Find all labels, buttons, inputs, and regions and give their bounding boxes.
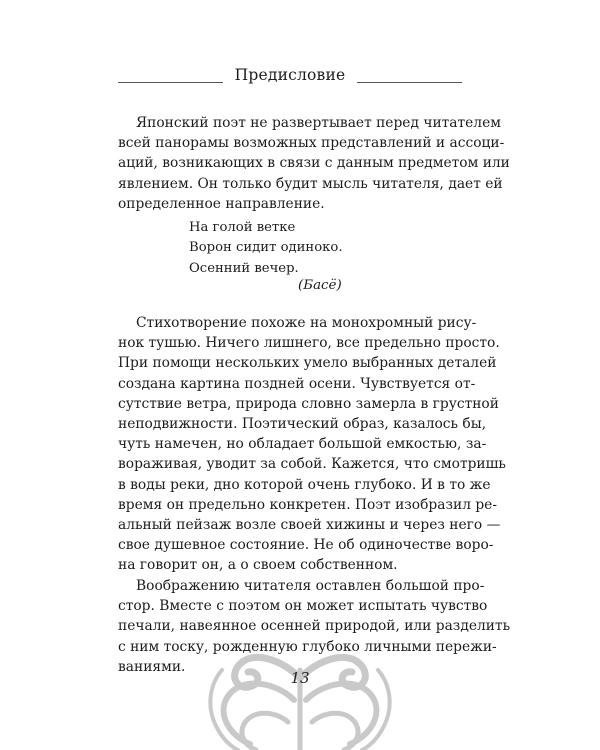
body-paragraph-1 — [118, 313, 506, 575]
haiku — [189, 218, 369, 279]
text-line: альный пейзаж возле своей хижины и через него — — [118, 516, 501, 533]
running-header — [118, 66, 462, 90]
text-line: неподвижности. Поэтический образ, казалось бы, — [118, 415, 487, 432]
text-line: печали, навеянное осенней природой, или разделить — [118, 618, 511, 635]
haiku-author: (Басё) — [298, 278, 342, 293]
text-line: Японский поэт не развертывает перед читателем — [136, 115, 501, 131]
text-line: свое душевное состояние. Не об одиночестве воро- — [118, 537, 494, 554]
text-line: вораживая, уводит за собой. Кажется, что смотришь — [118, 456, 506, 473]
text-line: всей панорамы возможных представлений и ассоци- — [118, 135, 505, 152]
text-line: в воды реки, дно которой очень глубоко. И в то же — [118, 476, 491, 493]
text-line: Стихотворение похоже на монохромный рису- — [136, 315, 477, 331]
text-line: Воображению читателя оставлен большой про- — [136, 578, 485, 594]
text-line: создана картина поздней осени. Чувствуется от- — [118, 375, 476, 392]
haiku-line: Ворон сидит одиноко. — [189, 240, 343, 256]
text-line: на говорит он, а о своем собственном. — [118, 557, 398, 574]
text-line: сутствие ветра, природа словно замерла в грустной — [118, 395, 499, 412]
text-line: стор. Вместе с поэтом он может испытать чувство — [118, 598, 488, 615]
text-line: нок тушью. Ничего лишнего, все предельно просто. — [118, 335, 500, 352]
text-line: с ним тоску, рожденную глубоко личными пережи- — [118, 638, 497, 655]
text-line: определенное направление. — [118, 195, 325, 212]
page-number: 13 — [290, 669, 310, 687]
haiku-line: На голой ветке — [189, 220, 296, 235]
flourish-ornament-icon — [190, 640, 410, 750]
text-line: ваниями. — [118, 658, 186, 675]
text-line: чуть намечен, но обладает большой емкостью, за- — [118, 436, 487, 453]
haiku-line: Осенний вечер. — [189, 260, 299, 276]
text-line: время он предельно конкретен. Поэт изобразил ре- — [118, 496, 498, 513]
header-rule-right — [357, 82, 462, 83]
text-line: явлением. Он только будит мысль читателя, дает ей — [118, 175, 503, 192]
chapter-title: Предисловие — [234, 66, 346, 84]
intro-paragraph — [118, 113, 510, 214]
text-line: При помощи нескольких умело выбранных деталей — [118, 355, 497, 372]
text-line: аций, возникающих в связи с данным предметом или — [118, 155, 510, 172]
